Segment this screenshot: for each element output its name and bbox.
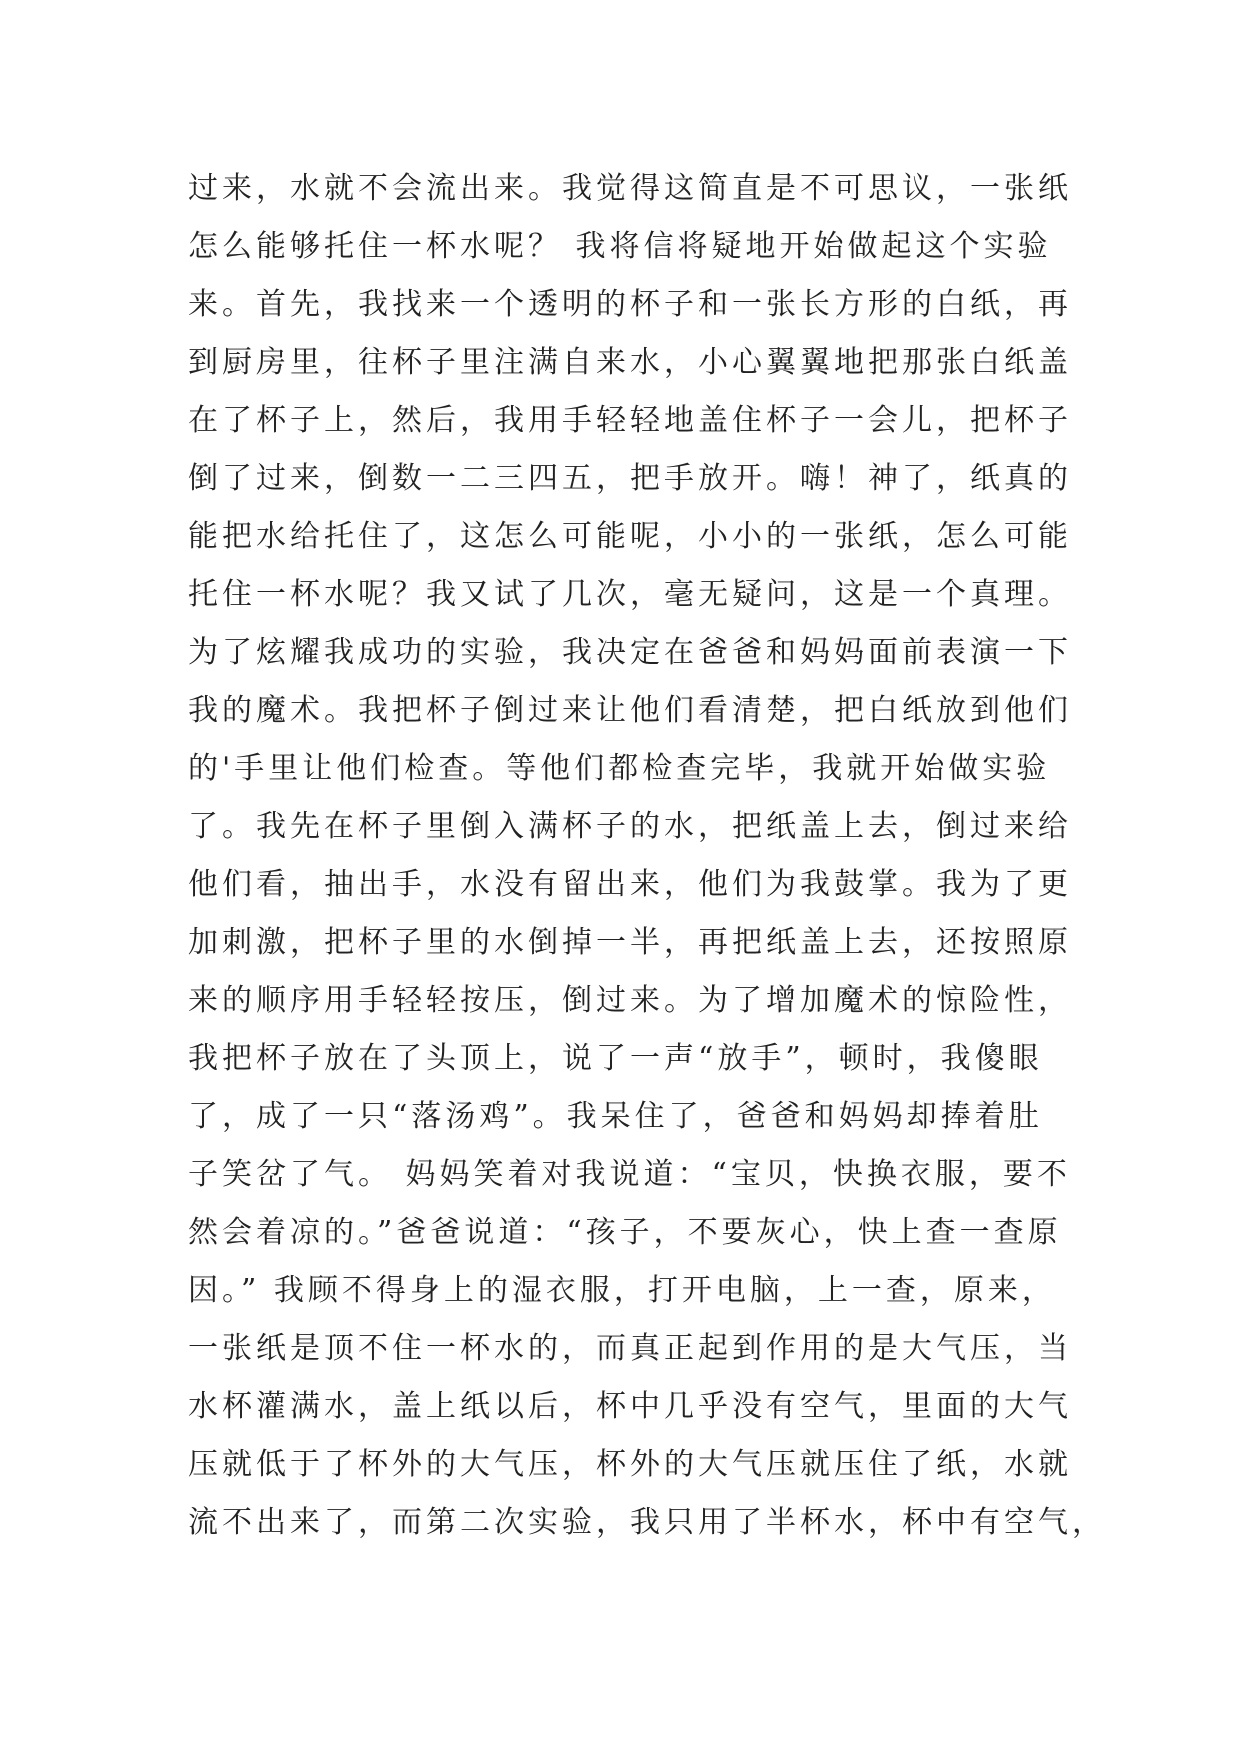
text-line: 能把水给托住了，这怎么可能呢，小小的一张纸，怎么可能 — [188, 519, 1072, 554]
text-line: 我把杯子放在了头顶上，说了一声“放手”，顿时，我傻眼 — [188, 1041, 1043, 1076]
text-line: 为了炫耀我成功的实验，我决定在爸爸和妈妈面前表演一下 — [188, 635, 1072, 670]
text-line: 过来，水就不会流出来。我觉得这简直是不可思议，一张纸 — [188, 171, 1072, 206]
text-line: 倒了过来，倒数一二三四五，把手放开。嗨！神了，纸真的 — [188, 461, 1072, 496]
text-line: 他们看，抽出手，水没有留出来，他们为我鼓掌。我为了更 — [188, 867, 1072, 902]
text-line: 来。首先，我找来一个透明的杯子和一张长方形的白纸，再 — [188, 287, 1072, 322]
body-text — [188, 160, 1106, 1552]
text-line: 因。” 我顾不得身上的湿衣服，打开电脑，上一查，原来， — [188, 1273, 1056, 1308]
text-line: 怎么能够托住一杯水呢？ 我将信将疑地开始做起这个实验 — [188, 229, 1052, 264]
text-line: 子笑岔了气。 妈妈笑着对我说道：“宝贝，快换衣服，要不 — [188, 1157, 1071, 1192]
text-line: 到厨房里，往杯子里注满自来水，小心翼翼地把那张白纸盖 — [188, 345, 1072, 380]
text-line: 然会着凉的。”爸爸说道：“孩子，不要灰心，快上查一查原 — [188, 1215, 1062, 1250]
text-line: 在了杯子上，然后，我用手轻轻地盖住杯子一会儿，把杯子 — [188, 403, 1072, 438]
text-line: 我的魔术。我把杯子倒过来让他们看清楚，把白纸放到他们 — [188, 693, 1072, 728]
text-line: 了。我先在杯子里倒入满杯子的水，把纸盖上去，倒过来给 — [188, 809, 1072, 844]
text-line: 了，成了一只“落汤鸡”。我呆住了，爸爸和妈妈却捧着肚 — [188, 1099, 1043, 1134]
text-line: 来的顺序用手轻轻按压，倒过来。为了增加魔术的惊险性， — [188, 983, 1072, 1018]
text-line: 水杯灌满水，盖上纸以后，杯中几乎没有空气，里面的大气 — [188, 1389, 1072, 1424]
text-line: 的'手里让他们检查。等他们都检查完毕，我就开始做实验 — [188, 751, 1051, 786]
text-line: 加刺激，把杯子里的水倒掉一半，再把纸盖上去，还按照原 — [188, 925, 1072, 960]
text-line: 压就低于了杯外的大气压，杯外的大气压就压住了纸，水就 — [188, 1447, 1072, 1482]
text-line: 流不出来了，而第二次实验，我只用了半杯水，杯中有空气， — [188, 1505, 1106, 1540]
text-line: 一张纸是顶不住一杯水的，而真正起到作用的是大气压，当 — [188, 1331, 1072, 1366]
text-line: 托住一杯水呢？我又试了几次，毫无疑问，这是一个真理。 — [188, 577, 1072, 612]
